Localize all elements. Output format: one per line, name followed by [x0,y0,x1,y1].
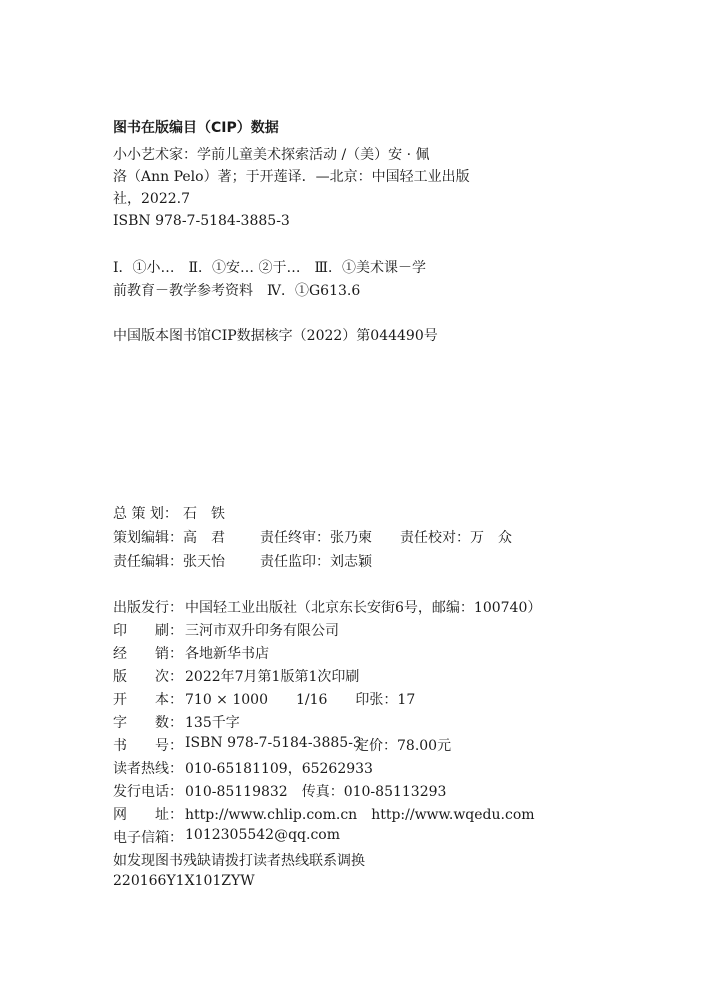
notice-text: 如发现图书残缺请拨打读者热线联系调换 [113,853,365,869]
price-value: 定价：78.00元 [355,738,452,754]
format-label: 开 本： [113,692,183,708]
proofreader-label: 责任校对： [400,530,470,546]
distributor-value: 各地新华书店 [185,646,269,662]
printer-label: 印 刷： [113,623,183,639]
phone-value: 010-85119832 传真：010-85113293 [185,784,447,800]
editor-value: 张天怡 [183,554,225,570]
editor-label: 责任编辑： [113,554,183,570]
edition-label: 版 次： [113,669,183,685]
proofreader-value: 万 众 [470,530,512,546]
format-value: 710 × 1000 1/16 印张：17 [185,692,416,708]
planning-editor-label: 策划编辑： [113,530,183,546]
publisher-value: 中国轻工业出版社（北京东长安街6号，邮编：100740） [185,600,542,616]
website-value: http://www.chlip.com.cn http://www.wqedu.com [185,807,535,823]
cip-line-1: 小小艺术家：学前儿童美术探索活动 /（美）安 · 佩 [113,147,430,163]
isbn-value: ISBN 978-7-5184-3885-3 [185,735,362,751]
print-supervisor-label: 责任监印： [260,554,330,570]
final-review-label: 责任终审： [260,530,330,546]
cip-title: 图书在版编目（CIP）数据 [113,120,279,136]
cip-line-3: 社，2022.7 [113,191,190,207]
website-label: 网 址： [113,807,183,823]
publisher-label: 出版发行： [113,600,183,616]
email-value: 1012305542@qq.com [185,827,340,843]
cip-number: 中国版本图书馆CIP数据核字（2022）第044490号 [113,328,438,344]
planner-label: 总 策 划： [113,506,178,522]
edition-value: 2022年7月第1版第1次印刷 [185,669,360,685]
distributor-label: 经 销： [113,646,183,662]
printer-value: 三河市双升印务有限公司 [185,623,339,639]
word-count-label: 字 数： [113,715,183,731]
cip-line-2: 洛（Ann Pelo）著；于开莲译．—北京：中国轻工业出版 [113,169,470,185]
print-supervisor-value: 刘志颖 [330,554,372,570]
isbn-label: 书 号： [113,738,183,754]
final-review-value: 张乃柬 [330,530,372,546]
cip-classification-1: Ⅰ．①小… Ⅱ．①安… ②于… Ⅲ．①美术课－学 [113,260,426,276]
planner-value: 石 铁 [183,506,225,522]
cip-isbn: ISBN 978-7-5184-3885-3 [113,213,290,229]
cip-classification-2: 前教育－教学参考资料 Ⅳ．①G613.6 [113,283,361,299]
word-count-value: 135千字 [185,715,240,731]
hotline-label: 读者热线： [113,761,183,777]
email-label: 电子信箱： [113,830,183,846]
hotline-value: 010-65181109，65262933 [185,761,373,777]
planning-editor-value: 高 君 [183,530,225,546]
print-code: 220166Y1X101ZYW [113,873,255,889]
phone-label: 发行电话： [113,784,183,800]
